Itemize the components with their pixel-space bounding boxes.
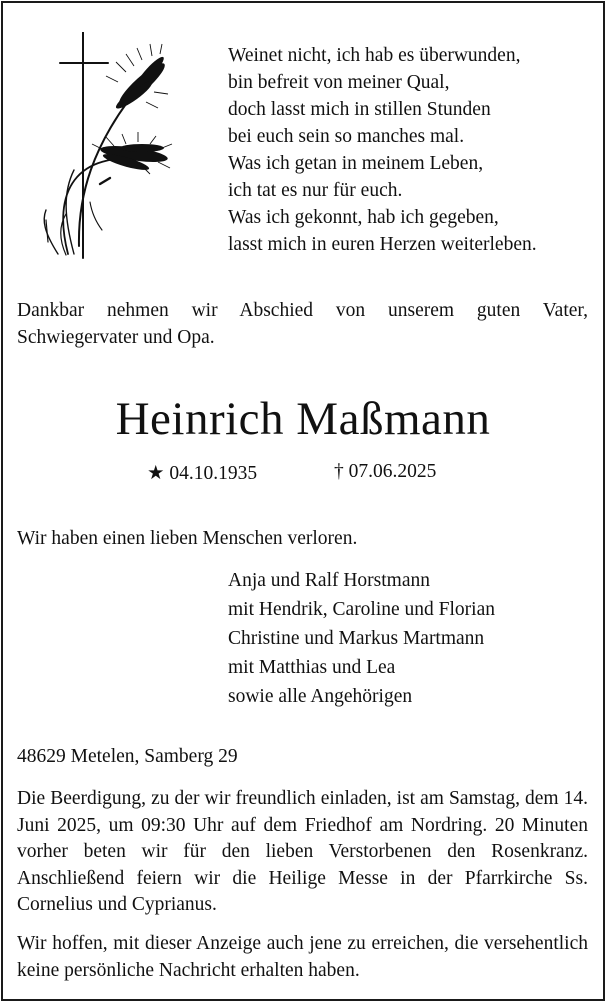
poem-line: ich tat es nur für euch. <box>228 180 403 201</box>
death-date: † 07.06.2025 <box>334 461 437 482</box>
mourner-line: Anja und Ralf Horstmann <box>228 570 431 591</box>
mourner-line: mit Matthias und Lea <box>228 657 396 678</box>
family-address: 48629 Metelen, Samberg 29 <box>17 746 238 767</box>
poem-line: Was ich getan in meinem Leben, <box>228 153 484 174</box>
birth-date: ★ 04.10.1935 <box>147 463 258 484</box>
poem-line: Was ich gekonnt, hab ich gegeben, <box>228 207 499 228</box>
mourner-line: Christine und Markus Martmann <box>228 628 485 649</box>
mourners-list <box>228 566 495 711</box>
poem-line: bei euch sein so manches mal. <box>228 126 465 147</box>
poem-line: doch lasst mich in stillen Stunden <box>228 99 491 120</box>
funeral-details: Die Beerdigung, zu der wir freundlich einladen, ist am Samstag, dem 14. Juni 2025, um 09:30 Uhr auf dem Friedhof am Nordring. 20 Minuten vorher beten wir für den lieben Verstorbenen den Rosenkranz. Anschließend feiern wir die Heilige Messe in der Pfarrkirche Ss. Cornelius und Cyprianus. <box>17 788 588 915</box>
poem-line: Weinet nicht, ich hab es überwunden, <box>228 45 521 66</box>
cross-with-wheat-icon <box>30 32 180 262</box>
mourner-line: mit Hendrik, Caroline und Florian <box>228 599 496 620</box>
closing-note: Wir hoffen, mit dieser Anzeige auch jene zu erreichen, die versehentlich keine persönliche Nachricht erhalten haben. <box>17 933 588 981</box>
farewell-intro: Dankbar nehmen wir Abschied von unserem guten Vater, Schwiegervater und Opa. <box>17 300 588 348</box>
deceased-name: Heinrich Maßmann <box>115 393 491 445</box>
loss-statement: Wir haben einen lieben Menschen verloren. <box>17 528 358 549</box>
memorial-poem <box>228 42 537 258</box>
poem-line: bin befreit von meiner Qual, <box>228 72 450 93</box>
mourner-line: sowie alle Angehörigen <box>228 686 413 707</box>
poem-line: lasst mich in euren Herzen weiterleben. <box>228 234 537 255</box>
